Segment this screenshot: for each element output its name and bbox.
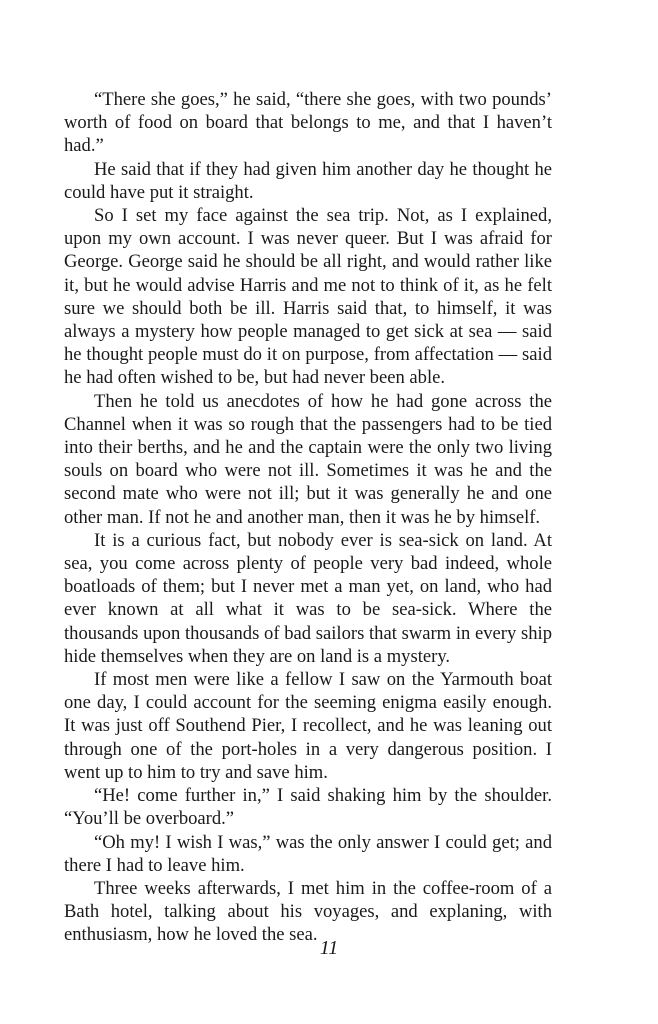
paragraph: Three weeks afterwards, I met him in the coffee-room of a Bath hotel, talking about his voyages, and explaning, with enthusiasm, how he loved the sea. bbox=[64, 877, 552, 946]
page-number: 11 bbox=[319, 937, 339, 959]
body-text bbox=[64, 88, 552, 947]
paragraph: Then he told us anecdotes of how he had gone across the Channel when it was so rough that the passengers had to be tied into their berths, and he and the captain were the only two living souls on board who were not ill. Sometimes it was he and the second mate who were not ill; but it was generally he and one other man. If not he and another man, then it was he by himself. bbox=[64, 390, 552, 528]
paragraph: “There she goes,” he said, “there she goes, with two pounds’ worth of food on board that belongs to me, and that I haven’t had.” bbox=[64, 89, 552, 157]
paragraph: So I set my face against the sea trip. Not, as I explained, upon my own account. I was never queer. But I was afraid for George. George said he should be all right, and would rather like it, but he would advise Harris and me not to think of it, as he felt sure we should both be ill. Harris said that, to himself, it was always a mystery how people managed to get sick at sea — said he thought people must do it on purpose, from affectation — said he had often wished to be, but had never been able. bbox=[64, 205, 552, 389]
paragraph: If most men were like a fellow I saw on the Yarmouth boat one day, I could account for the seeming enigma easily enough. It was just off Southend Pier, I recollect, and he was leaning out through one of the port-holes in a very dangerous position. I went up to him to try and save him. bbox=[64, 669, 552, 783]
paragraph: He said that if they had given him another day he thought he could have put it straight. bbox=[64, 158, 552, 203]
paragraph: It is a curious fact, but nobody ever is sea-sick on land. At sea, you come across plenty of people very bad indeed, whole boatloads of them; but I never met a man yet, on land, who had ever known at all what it was to be sea-sick. Where the thousands upon thousands of bad sailors that swarm in every ship hide themselves when they are on land is a mystery. bbox=[64, 529, 552, 667]
paragraph: “He! come further in,” I said shaking him by the shoulder. “You’ll be overboard.” bbox=[64, 785, 552, 830]
paragraph: “Oh my! I wish I was,” was the only answer I could get; and there I had to leave him. bbox=[64, 831, 552, 876]
